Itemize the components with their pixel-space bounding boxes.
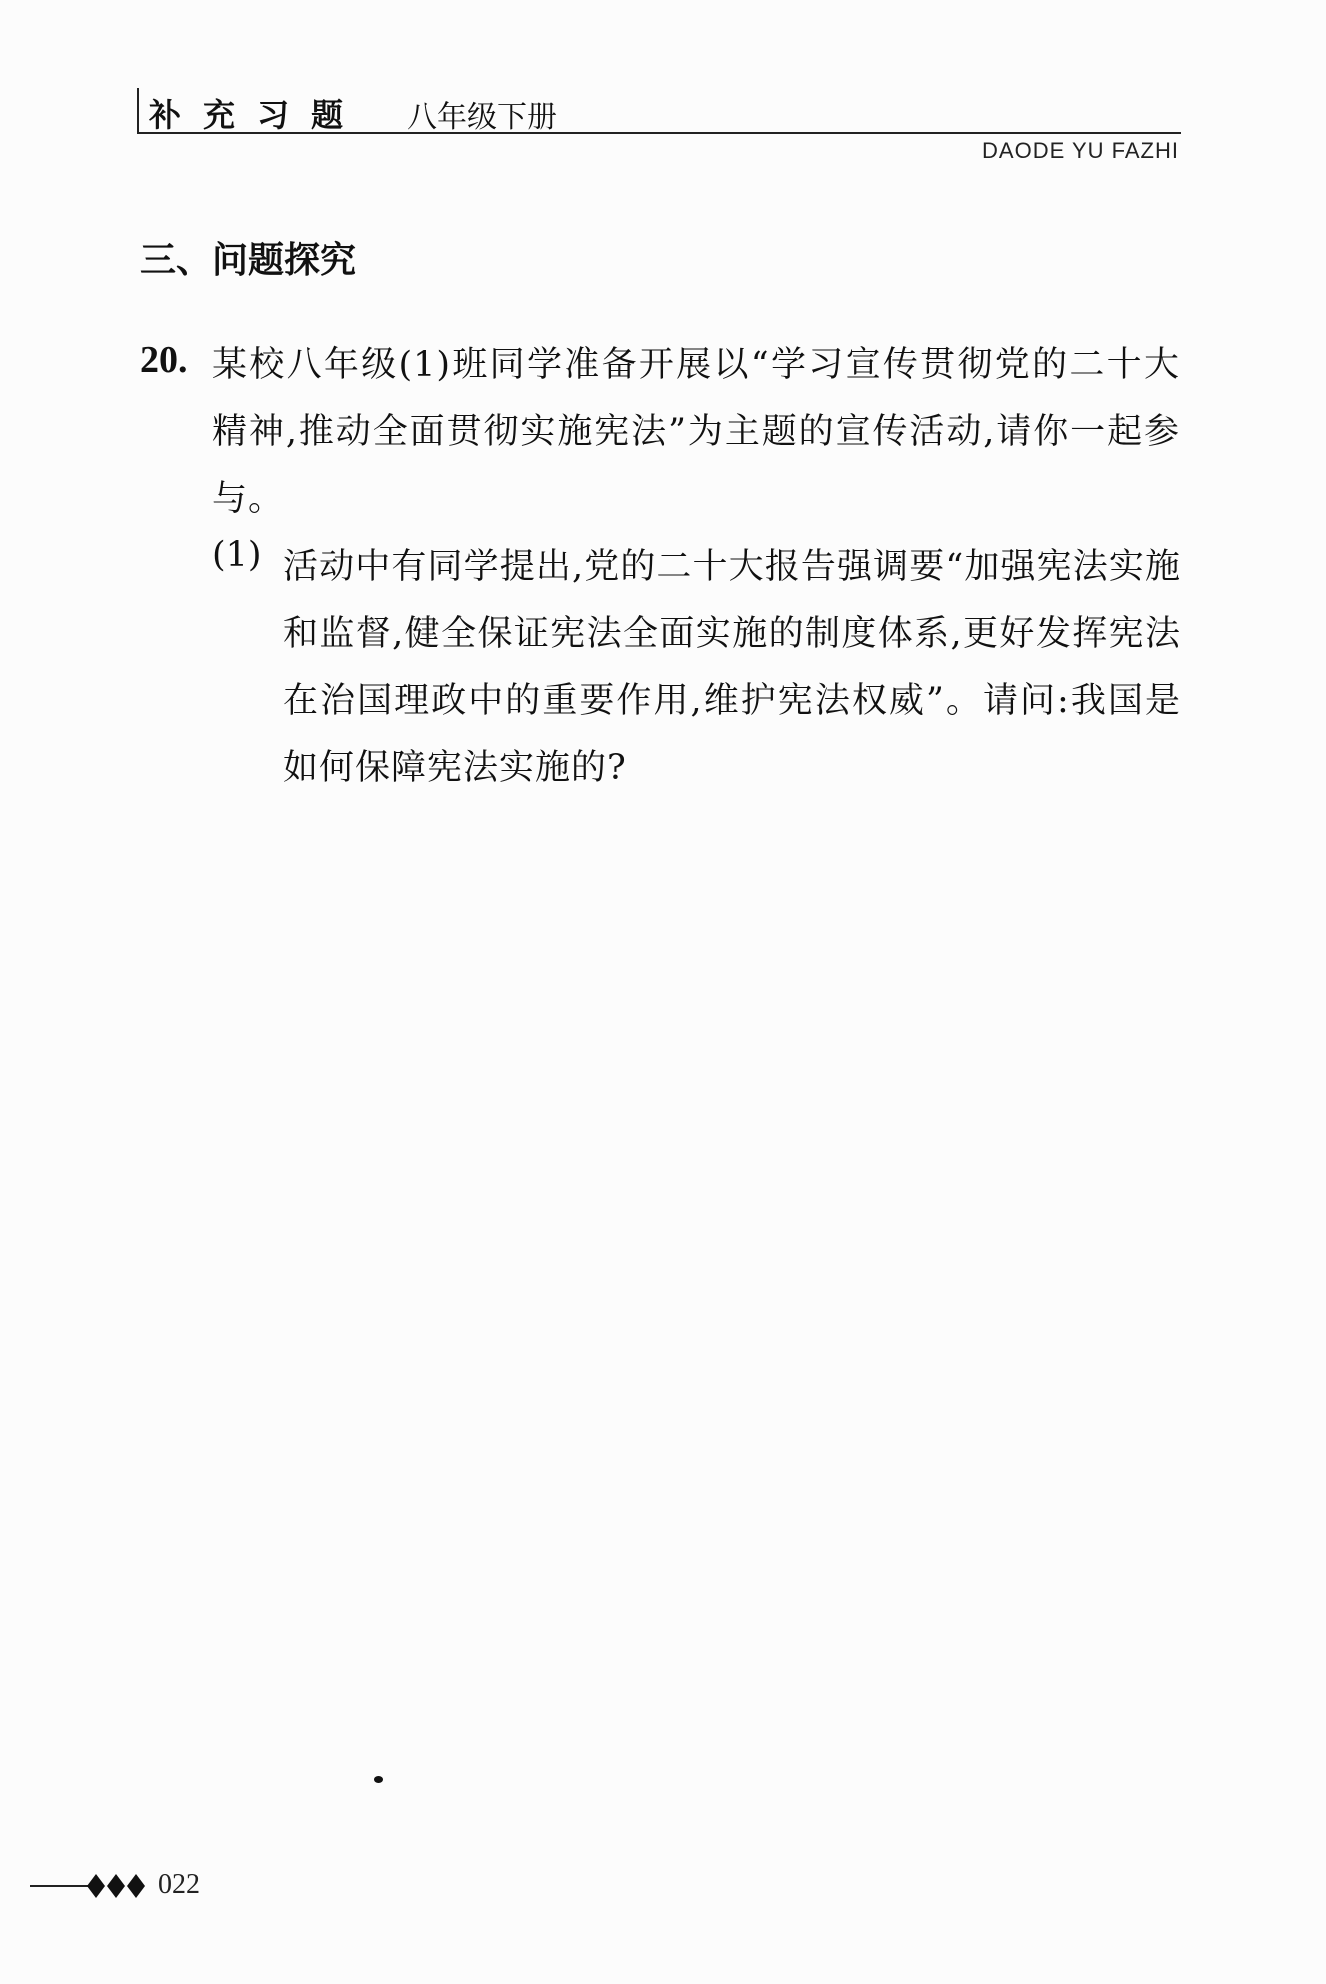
page-header (137, 88, 1181, 134)
question-text: 某校八年级(1)班同学准备开展以“学习宣传贯彻党的二十大精神,推动全面贯彻实施宪法”为主题的宣传活动,请你一起参与。 (212, 345, 1180, 519)
question-number: 20. (140, 339, 188, 381)
diamond-ornament-icon (86, 1872, 146, 1900)
grade-label: 八年级下册 (407, 100, 557, 135)
ink-dot (374, 1776, 383, 1783)
footer-rule (30, 1885, 88, 1887)
sub-question-number: (1) (212, 535, 262, 575)
sub-question-text: 活动中有同学提出,党的二十大报告强调要“加强宪法实施和监督,健全保证宪法全面实施的制度体系,更好发挥宪法在治国理政中的重要作用,维护宪法权威”。请问:我国是如何保障宪法实施的? (283, 547, 1181, 788)
page-number: 022 (158, 1869, 200, 1900)
subject-pinyin: DAODE YU FAZHI (982, 138, 1179, 163)
series-title: 补充习题 (149, 96, 366, 134)
section-heading: 三、问题探究 (140, 240, 357, 281)
